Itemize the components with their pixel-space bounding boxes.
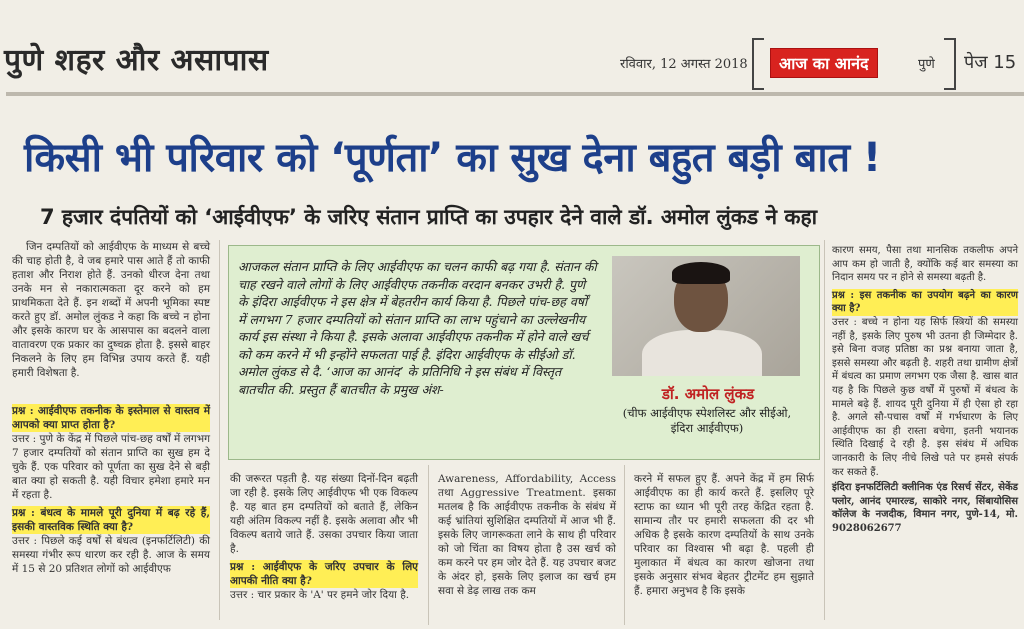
header-rule [6,92,1024,96]
issue-date: रविवार, 12 अगस्त 2018 [620,57,748,72]
question-1: प्रश्न : आईवीएफ तकनीक के इस्तेमाल से वास्तव में आपको क्या प्राप्त होता है? [12,405,210,431]
article-subheadline: 7 हजार दंपतियों को ‘आईवीएफ’ के जरिए संतान प्राप्ति का उपहार देने वाले डॉ. अमोल लुंकड ने कहा [40,205,818,229]
answer-2: उत्तर : पिछले कई वर्षों से बंधत्व (इनफर्टिलिटी) की समस्या गंभीर रूप धारण कर रही है. आज के समय में 15 से 20 प्रतिशत लोगों को आईवीएफ [12,535,210,575]
question-4: प्रश्न : इस तकनीक का उपयोग बढ़ने का कारण क्या है? [832,289,1018,315]
photo-caption-role: (चीफ आईवीएफ स्पेशलिस्ट और सीईओ, इंदिरा आईवीएफ) [622,406,792,435]
column-2-text: की जरूरत पड़ती है. यह संख्या दिनों-दिन बढ़ती जा रही है. इसके लिए आईवीएफ भी एक विकल्प है. यह बात हम दम्पतियों को बताते हैं, लेकिन यही अंतिम विकल्प नहीं है. इसके अलावा और भी विकल्प बताये जाते हैं. उसका उपचार किया जाता है. [230,473,418,555]
doctor-photo [612,256,800,376]
page-header [0,0,1024,100]
column-divider [624,465,625,625]
column-divider [428,465,429,625]
edition-city: पुणे [918,57,935,72]
question-3: प्रश्न : आईवीएफ के जरिए उपचार के लिए आपकी नीति क्या है? [230,561,418,587]
column-4 [634,472,814,598]
column-2 [230,472,418,602]
bracket-right [944,38,956,90]
column-3 [438,472,616,598]
column-divider [824,240,825,620]
answer-4: उत्तर : बच्चे न होना यह सिर्फ स्त्रियों की समस्या नहीं है, इसके लिए पुरुष भी उतना ही जिम्मेदार है. इसे बिना वजह प्रतिष्ठा का प्रश्न बनाया जाता है, इससे समस्या और बढ़ती है. शहरी तथा ग्रामीण क्षेत्रों में बंधत्व का प्रमाण लगभग एक जैसा है. खास बात यह है कि पिछले कुछ वर्षों में पुरुषों में बंधत्व के मामले बढ़े हैं. शायद पूरी दुनिया में ही ऐसा हो रहा है. अगले सौ-पचास वर्षों में गर्भधारण के लिए आईवीएफ का ही रास्ता बचेगा, इतनी भयानक स्थिति दिखाई दे रही है. इस संबंध में अधिक जानकारी के लिए नीचे लिखे पते पर हमसे संपर्क कर सकते हैं. [832,316,1018,478]
page-number: पेज 15 [964,52,1017,73]
bracket-left [752,38,764,90]
answer-3: उत्तर : चार प्रकार के 'A' पर हमने जोर दिया है. [230,589,410,601]
column-5 [832,244,1018,535]
article-headline: किसी भी परिवार को ‘पूर्णता’ का सुख देना बहुत बड़ी बात ! [24,135,881,181]
intro-text: आजकल संतान प्राप्ति के लिए आईवीएफ का चलन काफी बढ़ गया है. संतान की चाह रखने वाले लोगों के लिए आईवीएफ तकनीक वरदान बनकर उभरी है. पुणे के इंदिरा आईवीएफ ने इस क्षेत्र में बेहतरीन कार्य किया है. पिछले पांच-छह वर्षों में लगभग 7 हजार दम्पतियों को संतान प्राप्ति का लाभ पहुंचाने का उल्लेखनीय कार्य इस संस्था ने किया है. इसके अलावा आईवीएफ तकनीक में होने वाले खर्च को कम करने में भी इन्होंने सफलता पाई है. इंदिरा आईवीएफ के सीईओ डॉ. अमोल लुंकड से दै. ‘आज का आनंद’ के प्रतिनिधि ने इस संबंध में विस्तृत बातचीत की. प्रस्तुत हैं बातचीत के प्रमुख अंश- [238,259,597,397]
photo-body-shape [642,330,762,376]
intro-paragraph: जिन दम्पतियों को आईवीएफ के माध्यम से बच्चे की चाह होती है, वे जब हमारे पास आते हैं तो काफी हताश और निराश होते हैं. उनको धीरज देना तथा उनके मन से नकारात्मकता दूर करने को हम प्राथमिकता देते हैं. इन शब्दों में अपनी भूमिका स्पष्ट करते हुए डॉ. अमोल लुंकड ने कहा कि बच्चे न होना और इसके कारण घर के आसपास का बदलने वाला वातावरण एक प्रकार का दुष्चक्र होता है. इससे बाहर निकलने के लिए हम विभिन्न उपाय करते हैं. यही हमारी विशेषता है. [12,241,210,379]
clinic-address: इंदिरा इनफर्टिलिटी क्लीनिक एंड रिसर्च सेंटर, सेकेंड फ्लोर, आनंद एमारल्ड, साकोरे नगर, सिंबायोसिस कॉलेज के नजदीक, विमान नगर, पुणे-14, मो. 9028062677 [832,482,1018,534]
column-1 [12,240,210,576]
column-5-intro: कारण समय, पैसा तथा मानसिक तकलीफ अपने आप कम हो जाती है, क्योंकि कई बार समस्या का निदान समय पर न होने से समस्या बढ़ती है. [832,245,1018,284]
section-title: पुणे शहर और असापास [4,43,269,78]
photo-caption-name: डॉ. अमोल लुंकड [661,385,755,403]
newspaper-logo: आज का आनंद [770,48,878,78]
column-4-text: करने में सफल हुए हैं. अपने केंद्र में हम सिर्फ आईवीएफ का ही कार्य करते हैं. इसलिए पूरे स्टाफ का ध्यान भी पूरी तरह केंद्रित रहता है. सामान्य तौर पर हमारी सफलता की दर भी अधिक है इसके कारण दम्पतियों के साथ उनके परिवार का विश्वास भी बढ़ा है. पहली ही मुलाकात में बंधत्व का कारण खोजना तथा इसके अनुसार संभव बेहतर ट्रीटमेंट हम सुझाते हैं. हमारा अनुभव है कि इसके [634,473,814,597]
photo-hair-shape [672,262,730,284]
question-2: प्रश्न : बंधत्व के मामले पूरी दुनिया में बढ़ रहे हैं, इसकी वास्तविक स्थिति क्या है? [12,507,210,533]
answer-1: उत्तर : पुणे के केंद्र में पिछले पांच-छह वर्षों में लगभग 7 हजार दम्पतियों को संतान प्राप्ति का सुख हम दे चुके हैं. एक परिवार को पूर्णता का सुख देने से बड़ी बात क्या हो सकती है. यही विचार हमेशा हमारे मन में रहता है. [12,433,210,501]
column-divider [219,240,220,620]
column-3-text: Awareness, Affordability, Access तथा Aggressive Treatment. इसका मतलब है कि आईवीएफ तकनीक के संबंध में कई भ्रांतियां सुशिक्षित दम्पतियों में आज भी हैं. इसके लिए जागरूकता लाने के साथ ही परिवार को जो चिंता का विषय होता है उस खर्च को कम करने पर हम जोर देते हैं. यह उपचार बजट के अंदर हो, इसके लिए इलाज का खर्च हम सवा से डेढ़ लाख तक कम [438,473,616,597]
